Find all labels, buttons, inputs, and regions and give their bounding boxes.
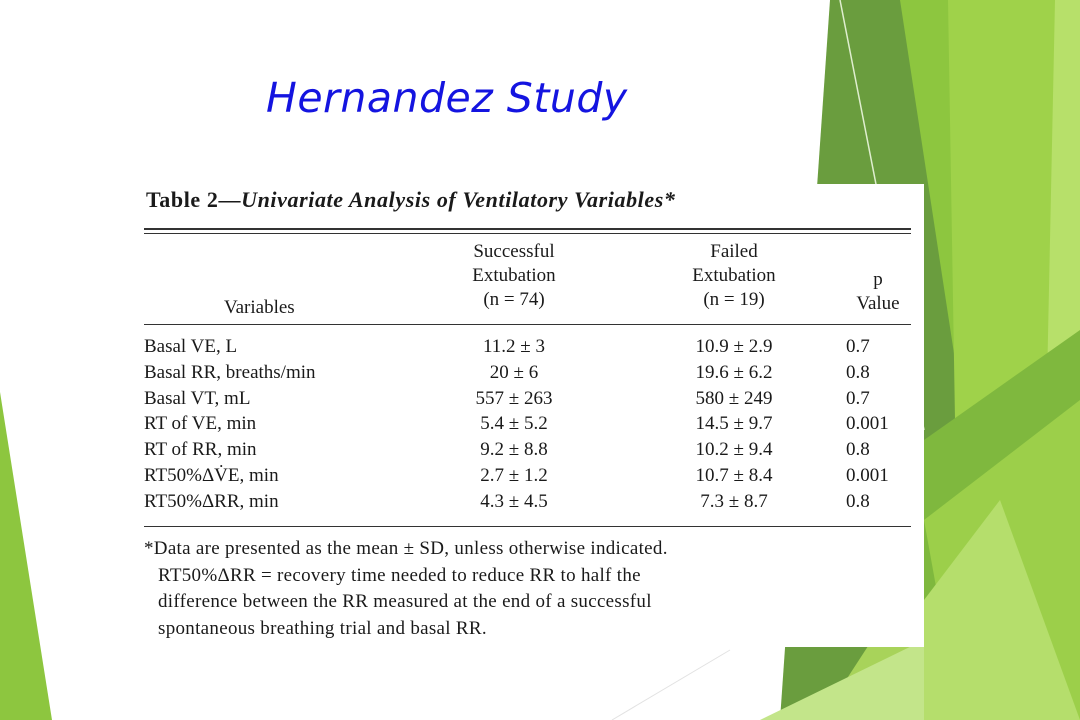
- cell-successful: 11.2 ± 3: [483, 336, 545, 357]
- header-successful: [434, 240, 594, 312]
- cell-failed: 19.6 ± 6.2: [695, 361, 773, 383]
- cell-variable: Basal VT, mL: [144, 387, 251, 409]
- slide-title: Hernandez Study: [266, 74, 628, 122]
- cell-variable: RT of VE, min: [144, 413, 257, 435]
- top-rule-1: [144, 228, 911, 230]
- header-p: [838, 268, 918, 316]
- cell-successful: 5.4 ± 5.2: [480, 413, 548, 435]
- cell-variable: RT50%ΔV̇E, min: [144, 465, 279, 486]
- cell-failed: 14.5 ± 9.7: [695, 413, 773, 435]
- header-successful-line1: Successful: [473, 241, 555, 262]
- cell-p-value: 0.001: [846, 465, 889, 486]
- cell-successful: 557 ± 263: [475, 387, 553, 409]
- cell-p-value: 0.7: [846, 336, 870, 357]
- cell-variable: RT of RR, min: [144, 439, 257, 461]
- cell-variable: Basal RR, breaths/min: [144, 361, 316, 383]
- cell-successful: 2.7 ± 1.2: [480, 465, 548, 486]
- header-failed-line3: (n = 19): [703, 289, 765, 310]
- bottom-rule: [144, 526, 911, 527]
- header-failed-line1: Failed: [710, 241, 758, 262]
- header-p-line2: Value: [856, 293, 900, 314]
- cell-failed: 10.9 ± 2.9: [695, 336, 773, 357]
- footnote-line-1: *Data are presented as the mean ± SD, unless otherwise indicated.: [144, 538, 668, 559]
- table-caption-title: Univariate Analysis of Ventilatory Variables*: [241, 187, 676, 212]
- header-rule: [144, 324, 911, 325]
- cell-variable: RT50%ΔRR, min: [144, 490, 279, 512]
- cell-variable: Basal VE, L: [144, 336, 238, 357]
- header-successful-line3: (n = 74): [483, 289, 545, 310]
- cell-p-value: 0.7: [846, 387, 870, 409]
- header-p-line1: p: [873, 269, 883, 290]
- header-successful-line2: Extubation: [472, 265, 556, 286]
- top-rule-2: [144, 233, 911, 234]
- cell-p-value: 0.8: [846, 490, 870, 512]
- cell-p-value: 0.001: [846, 413, 889, 435]
- cell-p-value: 0.8: [846, 439, 870, 461]
- cell-failed: 10.2 ± 9.4: [695, 439, 773, 461]
- header-failed: [654, 240, 814, 312]
- cell-successful: 4.3 ± 4.5: [480, 490, 548, 512]
- cell-failed: 10.7 ± 8.4: [695, 465, 773, 486]
- header-failed-line2: Extubation: [692, 265, 776, 286]
- results-table: [138, 184, 924, 647]
- footnote-line-3: difference between the RR measured at the end of a successful: [158, 591, 652, 612]
- table-caption: [146, 187, 676, 213]
- table-caption-label: Table 2—: [146, 187, 242, 212]
- cell-failed: 7.3 ± 8.7: [700, 490, 768, 512]
- footnote-line-2: RT50%ΔRR = recovery time needed to reduce RR to half the: [158, 564, 641, 586]
- cell-successful: 20 ± 6: [489, 361, 539, 383]
- cell-p-value: 0.8: [846, 361, 870, 383]
- header-variables: Variables: [224, 297, 295, 318]
- footnote-line-4: spontaneous breathing trial and basal RR.: [158, 617, 487, 639]
- cell-successful: 9.2 ± 8.8: [480, 439, 548, 461]
- table-footnote: [144, 536, 668, 642]
- cell-failed: 580 ± 249: [695, 387, 773, 409]
